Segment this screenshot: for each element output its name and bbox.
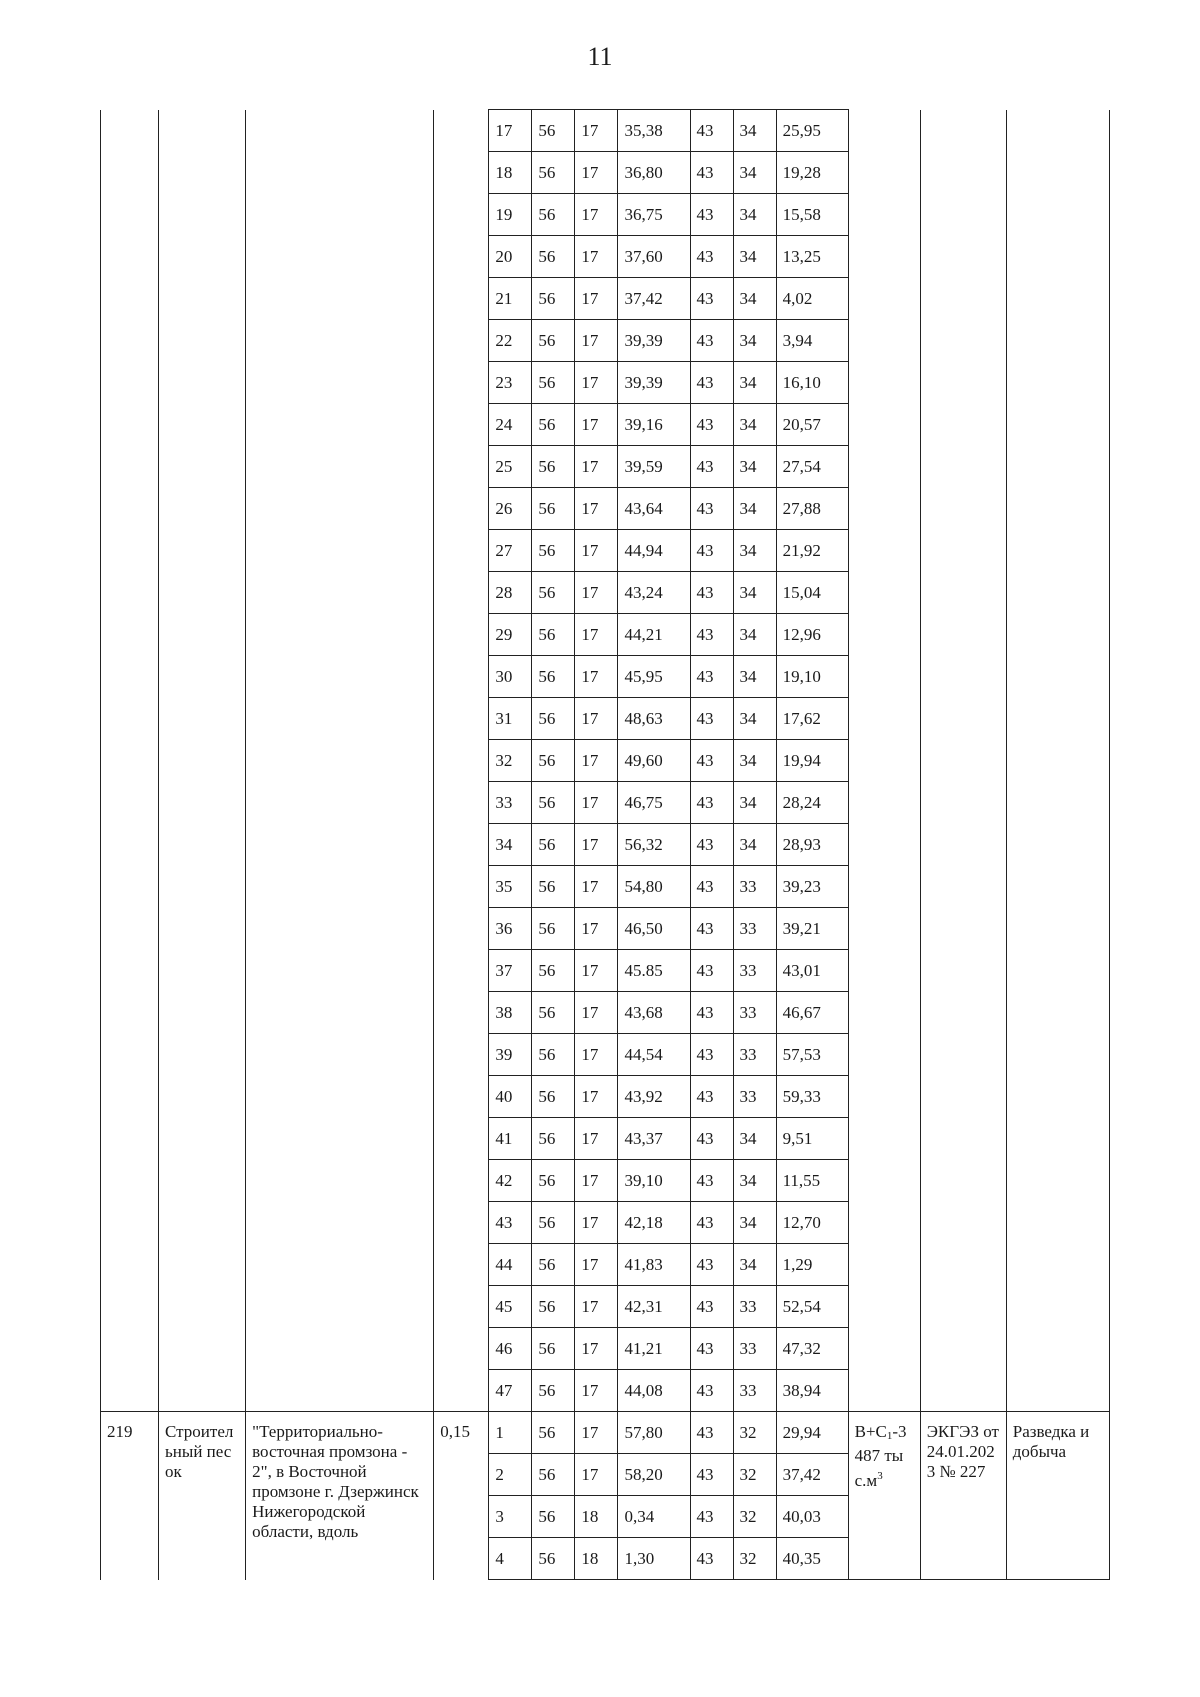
lat-sec-cell: 39,10 [618,1160,690,1202]
lat-min-cell: 17 [575,824,618,866]
lat-sec-cell: 45.85 [618,950,690,992]
reserves-prefix: B+C [854,1422,887,1441]
lon-sec-cell: 28,93 [776,824,848,866]
lon-deg-cell: 43 [690,1202,733,1244]
lon-deg-cell: 43 [690,614,733,656]
lon-sec-cell: 47,32 [776,1328,848,1370]
lon-min-cell: 33 [733,1076,776,1118]
lon-sec-cell: 28,24 [776,782,848,824]
lat-deg-cell: 56 [532,908,575,950]
lon-deg-cell: 43 [690,1034,733,1076]
lat-sec-cell: 39,59 [618,446,690,488]
lat-min-cell: 17 [575,110,618,152]
lon-deg-cell: 43 [690,572,733,614]
lon-min-cell: 34 [733,698,776,740]
reserves-subscript: 1 [886,1430,893,1442]
reserves-amount: -3487 тыс.м [854,1422,907,1490]
lat-deg-cell: 56 [532,236,575,278]
lat-sec-cell: 43,68 [618,992,690,1034]
lon-sec-cell: 4,02 [776,278,848,320]
lat-min-cell: 17 [575,278,618,320]
lat-sec-cell: 54,80 [618,866,690,908]
lat-min-cell: 17 [575,320,618,362]
point-number-cell: 19 [489,194,532,236]
lat-sec-cell: 58,20 [618,1454,690,1496]
point-number-cell: 3 [489,1496,532,1538]
lat-min-cell: 18 [575,1496,618,1538]
point-number-cell: 43 [489,1202,532,1244]
lon-deg-cell: 43 [690,1538,733,1580]
lat-deg-cell: 56 [532,1412,575,1454]
lon-deg-cell: 43 [690,1076,733,1118]
lat-deg-cell: 56 [532,1034,575,1076]
lat-sec-cell: 39,39 [618,320,690,362]
point-number-cell: 36 [489,908,532,950]
lon-min-cell: 34 [733,320,776,362]
lon-min-cell: 34 [733,236,776,278]
lat-deg-cell: 56 [532,1160,575,1202]
point-number-cell: 45 [489,1286,532,1328]
lat-sec-cell: 35,38 [618,110,690,152]
prev-number-cell [101,110,159,1412]
lat-min-cell: 17 [575,1118,618,1160]
lon-min-cell: 34 [733,740,776,782]
prev-purpose-cell [1006,110,1109,1412]
lon-min-cell: 34 [733,278,776,320]
lon-deg-cell: 43 [690,1454,733,1496]
lat-deg-cell: 56 [532,698,575,740]
lat-min-cell: 17 [575,488,618,530]
lon-min-cell: 34 [733,1160,776,1202]
lat-min-cell: 17 [575,362,618,404]
lon-deg-cell: 43 [690,236,733,278]
lat-sec-cell: 44,08 [618,1370,690,1412]
lat-sec-cell: 43,24 [618,572,690,614]
lon-min-cell: 32 [733,1412,776,1454]
lat-min-cell: 17 [575,1160,618,1202]
lat-min-cell: 17 [575,614,618,656]
lat-min-cell: 17 [575,446,618,488]
lat-sec-cell: 41,21 [618,1328,690,1370]
lon-sec-cell: 40,35 [776,1538,848,1580]
point-number-cell: 40 [489,1076,532,1118]
prev-approval-cell [920,110,1006,1412]
lat-sec-cell: 44,21 [618,614,690,656]
point-number-cell: 30 [489,656,532,698]
lat-deg-cell: 56 [532,446,575,488]
point-number-cell: 42 [489,1160,532,1202]
lat-min-cell: 17 [575,866,618,908]
point-number-cell: 33 [489,782,532,824]
lat-min-cell: 17 [575,782,618,824]
point-number-cell: 26 [489,488,532,530]
lon-min-cell: 34 [733,1202,776,1244]
site-description-cell: "Территориально-восточная промзона - 2", в Восточной промзоне г. Дзержинск Нижегородской области, вдоль [246,1412,434,1580]
lon-deg-cell: 43 [690,488,733,530]
lat-min-cell: 17 [575,1370,618,1412]
lat-sec-cell: 43,64 [618,488,690,530]
lat-sec-cell: 46,50 [618,908,690,950]
lon-sec-cell: 46,67 [776,992,848,1034]
lat-min-cell: 17 [575,530,618,572]
point-number-cell: 41 [489,1118,532,1160]
lon-sec-cell: 38,94 [776,1370,848,1412]
point-number-cell: 17 [489,110,532,152]
lat-min-cell: 17 [575,572,618,614]
lon-deg-cell: 43 [690,698,733,740]
lat-sec-cell: 44,54 [618,1034,690,1076]
lon-min-cell: 34 [733,446,776,488]
lat-sec-cell: 56,32 [618,824,690,866]
lat-deg-cell: 56 [532,740,575,782]
lon-sec-cell: 9,51 [776,1118,848,1160]
lon-deg-cell: 43 [690,1118,733,1160]
lat-min-cell: 17 [575,1412,618,1454]
lon-deg-cell: 43 [690,320,733,362]
lat-sec-cell: 39,16 [618,404,690,446]
lon-sec-cell: 52,54 [776,1286,848,1328]
lon-deg-cell: 43 [690,782,733,824]
lon-sec-cell: 12,70 [776,1202,848,1244]
lon-sec-cell: 40,03 [776,1496,848,1538]
lon-sec-cell: 37,42 [776,1454,848,1496]
lon-min-cell: 33 [733,992,776,1034]
table-row [101,1412,1110,1454]
point-number-cell: 29 [489,614,532,656]
lon-sec-cell: 1,29 [776,1244,848,1286]
prev-reserves-cell [848,110,920,1412]
lon-sec-cell: 57,53 [776,1034,848,1076]
lon-sec-cell: 27,54 [776,446,848,488]
lon-min-cell: 32 [733,1496,776,1538]
lon-sec-cell: 15,58 [776,194,848,236]
lat-deg-cell: 56 [532,1496,575,1538]
lat-sec-cell: 37,60 [618,236,690,278]
lat-deg-cell: 56 [532,824,575,866]
lat-deg-cell: 56 [532,1538,575,1580]
lat-sec-cell: 36,75 [618,194,690,236]
lat-min-cell: 17 [575,236,618,278]
point-number-cell: 46 [489,1328,532,1370]
lon-deg-cell: 43 [690,1370,733,1412]
lon-deg-cell: 43 [690,866,733,908]
lat-deg-cell: 56 [532,1118,575,1160]
lon-deg-cell: 43 [690,1496,733,1538]
lon-sec-cell: 19,10 [776,656,848,698]
lon-sec-cell: 19,94 [776,740,848,782]
point-number-cell: 2 [489,1454,532,1496]
reserves-cell [848,1412,920,1580]
prev-site-cell [246,110,434,1412]
lon-sec-cell: 25,95 [776,110,848,152]
lat-min-cell: 17 [575,194,618,236]
lat-deg-cell: 56 [532,1076,575,1118]
lon-deg-cell: 43 [690,908,733,950]
lon-sec-cell: 17,62 [776,698,848,740]
lon-sec-cell: 20,57 [776,404,848,446]
lon-deg-cell: 43 [690,1328,733,1370]
lon-sec-cell: 43,01 [776,950,848,992]
lat-deg-cell: 56 [532,572,575,614]
lon-sec-cell: 39,23 [776,866,848,908]
lat-deg-cell: 56 [532,152,575,194]
lon-deg-cell: 43 [690,1412,733,1454]
lon-sec-cell: 21,92 [776,530,848,572]
lon-min-cell: 32 [733,1538,776,1580]
point-number-cell: 1 [489,1412,532,1454]
lon-sec-cell: 27,88 [776,488,848,530]
lat-sec-cell: 45,95 [618,656,690,698]
lat-sec-cell: 48,63 [618,698,690,740]
lat-deg-cell: 56 [532,656,575,698]
lat-min-cell: 18 [575,1538,618,1580]
lat-sec-cell: 37,42 [618,278,690,320]
lon-deg-cell: 43 [690,656,733,698]
point-number-cell: 47 [489,1370,532,1412]
lon-sec-cell: 39,21 [776,908,848,950]
lon-min-cell: 33 [733,908,776,950]
lon-sec-cell: 59,33 [776,1076,848,1118]
lon-min-cell: 32 [733,1454,776,1496]
lon-min-cell: 33 [733,1328,776,1370]
lon-deg-cell: 43 [690,404,733,446]
point-number-cell: 22 [489,320,532,362]
lat-deg-cell: 56 [532,614,575,656]
lon-deg-cell: 43 [690,110,733,152]
purpose-cell: Разведка и добыча [1006,1412,1109,1580]
lon-deg-cell: 43 [690,1286,733,1328]
approval-cell: ЭКГЭЗ от 24.01.2023 № 227 [920,1412,1006,1580]
lat-sec-cell: 41,83 [618,1244,690,1286]
lat-deg-cell: 56 [532,866,575,908]
lat-min-cell: 17 [575,1202,618,1244]
lon-sec-cell: 12,96 [776,614,848,656]
lat-deg-cell: 56 [532,950,575,992]
lat-sec-cell: 57,80 [618,1412,690,1454]
mineral-cell: Строительный песок [159,1412,246,1580]
lat-deg-cell: 56 [532,362,575,404]
lon-sec-cell: 19,28 [776,152,848,194]
lon-sec-cell: 15,04 [776,572,848,614]
lat-min-cell: 17 [575,152,618,194]
lat-min-cell: 17 [575,1076,618,1118]
lon-min-cell: 34 [733,152,776,194]
lon-min-cell: 34 [733,824,776,866]
lon-min-cell: 34 [733,1118,776,1160]
page-number: 11 [587,42,613,71]
prev-mineral-cell [159,110,246,1412]
lon-deg-cell: 43 [690,278,733,320]
entry-number-cell: 219 [101,1412,159,1580]
coordinates-table [100,109,1110,1580]
lon-deg-cell: 43 [690,992,733,1034]
lon-min-cell: 34 [733,1244,776,1286]
point-number-cell: 34 [489,824,532,866]
lat-deg-cell: 56 [532,1328,575,1370]
lon-deg-cell: 43 [690,152,733,194]
lat-deg-cell: 56 [532,1286,575,1328]
lon-sec-cell: 3,94 [776,320,848,362]
point-number-cell: 35 [489,866,532,908]
lat-deg-cell: 56 [532,194,575,236]
lon-min-cell: 34 [733,530,776,572]
lat-min-cell: 17 [575,950,618,992]
lon-min-cell: 34 [733,362,776,404]
lat-sec-cell: 39,39 [618,362,690,404]
lat-deg-cell: 56 [532,110,575,152]
lon-deg-cell: 43 [690,530,733,572]
table-row [101,110,1110,152]
lon-min-cell: 33 [733,1370,776,1412]
point-number-cell: 21 [489,278,532,320]
lat-min-cell: 17 [575,992,618,1034]
lon-deg-cell: 43 [690,1160,733,1202]
lat-deg-cell: 56 [532,782,575,824]
lon-deg-cell: 43 [690,824,733,866]
lon-min-cell: 34 [733,110,776,152]
lat-sec-cell: 42,31 [618,1286,690,1328]
point-number-cell: 20 [489,236,532,278]
point-number-cell: 27 [489,530,532,572]
lat-min-cell: 17 [575,908,618,950]
lon-deg-cell: 43 [690,740,733,782]
lat-deg-cell: 56 [532,530,575,572]
lat-sec-cell: 0,34 [618,1496,690,1538]
lat-deg-cell: 56 [532,1244,575,1286]
lat-min-cell: 17 [575,1244,618,1286]
lat-deg-cell: 56 [532,1202,575,1244]
lon-min-cell: 34 [733,488,776,530]
lon-min-cell: 33 [733,1286,776,1328]
point-number-cell: 32 [489,740,532,782]
lon-sec-cell: 13,25 [776,236,848,278]
lon-min-cell: 34 [733,614,776,656]
prev-area-cell [434,110,489,1412]
lon-min-cell: 34 [733,572,776,614]
lat-sec-cell: 36,80 [618,152,690,194]
lat-deg-cell: 56 [532,278,575,320]
lat-min-cell: 17 [575,698,618,740]
point-number-cell: 24 [489,404,532,446]
lon-min-cell: 33 [733,1034,776,1076]
lon-min-cell: 34 [733,404,776,446]
lon-sec-cell: 11,55 [776,1160,848,1202]
point-number-cell: 39 [489,1034,532,1076]
lat-deg-cell: 56 [532,404,575,446]
lat-deg-cell: 56 [532,992,575,1034]
lat-min-cell: 17 [575,656,618,698]
lon-min-cell: 33 [733,866,776,908]
lat-min-cell: 17 [575,404,618,446]
lat-min-cell: 17 [575,1034,618,1076]
point-number-cell: 37 [489,950,532,992]
lon-sec-cell: 29,94 [776,1412,848,1454]
lon-min-cell: 33 [733,950,776,992]
lat-min-cell: 17 [575,1286,618,1328]
lon-min-cell: 34 [733,656,776,698]
area-cell: 0,15 [434,1412,489,1580]
lon-min-cell: 34 [733,194,776,236]
lon-deg-cell: 43 [690,194,733,236]
lat-min-cell: 17 [575,740,618,782]
lat-min-cell: 17 [575,1454,618,1496]
point-number-cell: 44 [489,1244,532,1286]
point-number-cell: 25 [489,446,532,488]
lat-sec-cell: 42,18 [618,1202,690,1244]
point-number-cell: 31 [489,698,532,740]
lat-deg-cell: 56 [532,320,575,362]
lat-deg-cell: 56 [532,1454,575,1496]
lat-min-cell: 17 [575,1328,618,1370]
lat-deg-cell: 56 [532,488,575,530]
lat-sec-cell: 43,37 [618,1118,690,1160]
lon-deg-cell: 43 [690,950,733,992]
reserves-superscript: 3 [877,1470,883,1482]
lat-sec-cell: 44,94 [618,530,690,572]
point-number-cell: 4 [489,1538,532,1580]
lon-sec-cell: 16,10 [776,362,848,404]
point-number-cell: 38 [489,992,532,1034]
lon-deg-cell: 43 [690,362,733,404]
lat-sec-cell: 49,60 [618,740,690,782]
lon-deg-cell: 43 [690,446,733,488]
lat-sec-cell: 1,30 [618,1538,690,1580]
point-number-cell: 28 [489,572,532,614]
point-number-cell: 23 [489,362,532,404]
point-number-cell: 18 [489,152,532,194]
lat-sec-cell: 46,75 [618,782,690,824]
lon-min-cell: 34 [733,782,776,824]
lat-deg-cell: 56 [532,1370,575,1412]
lat-sec-cell: 43,92 [618,1076,690,1118]
lon-deg-cell: 43 [690,1244,733,1286]
